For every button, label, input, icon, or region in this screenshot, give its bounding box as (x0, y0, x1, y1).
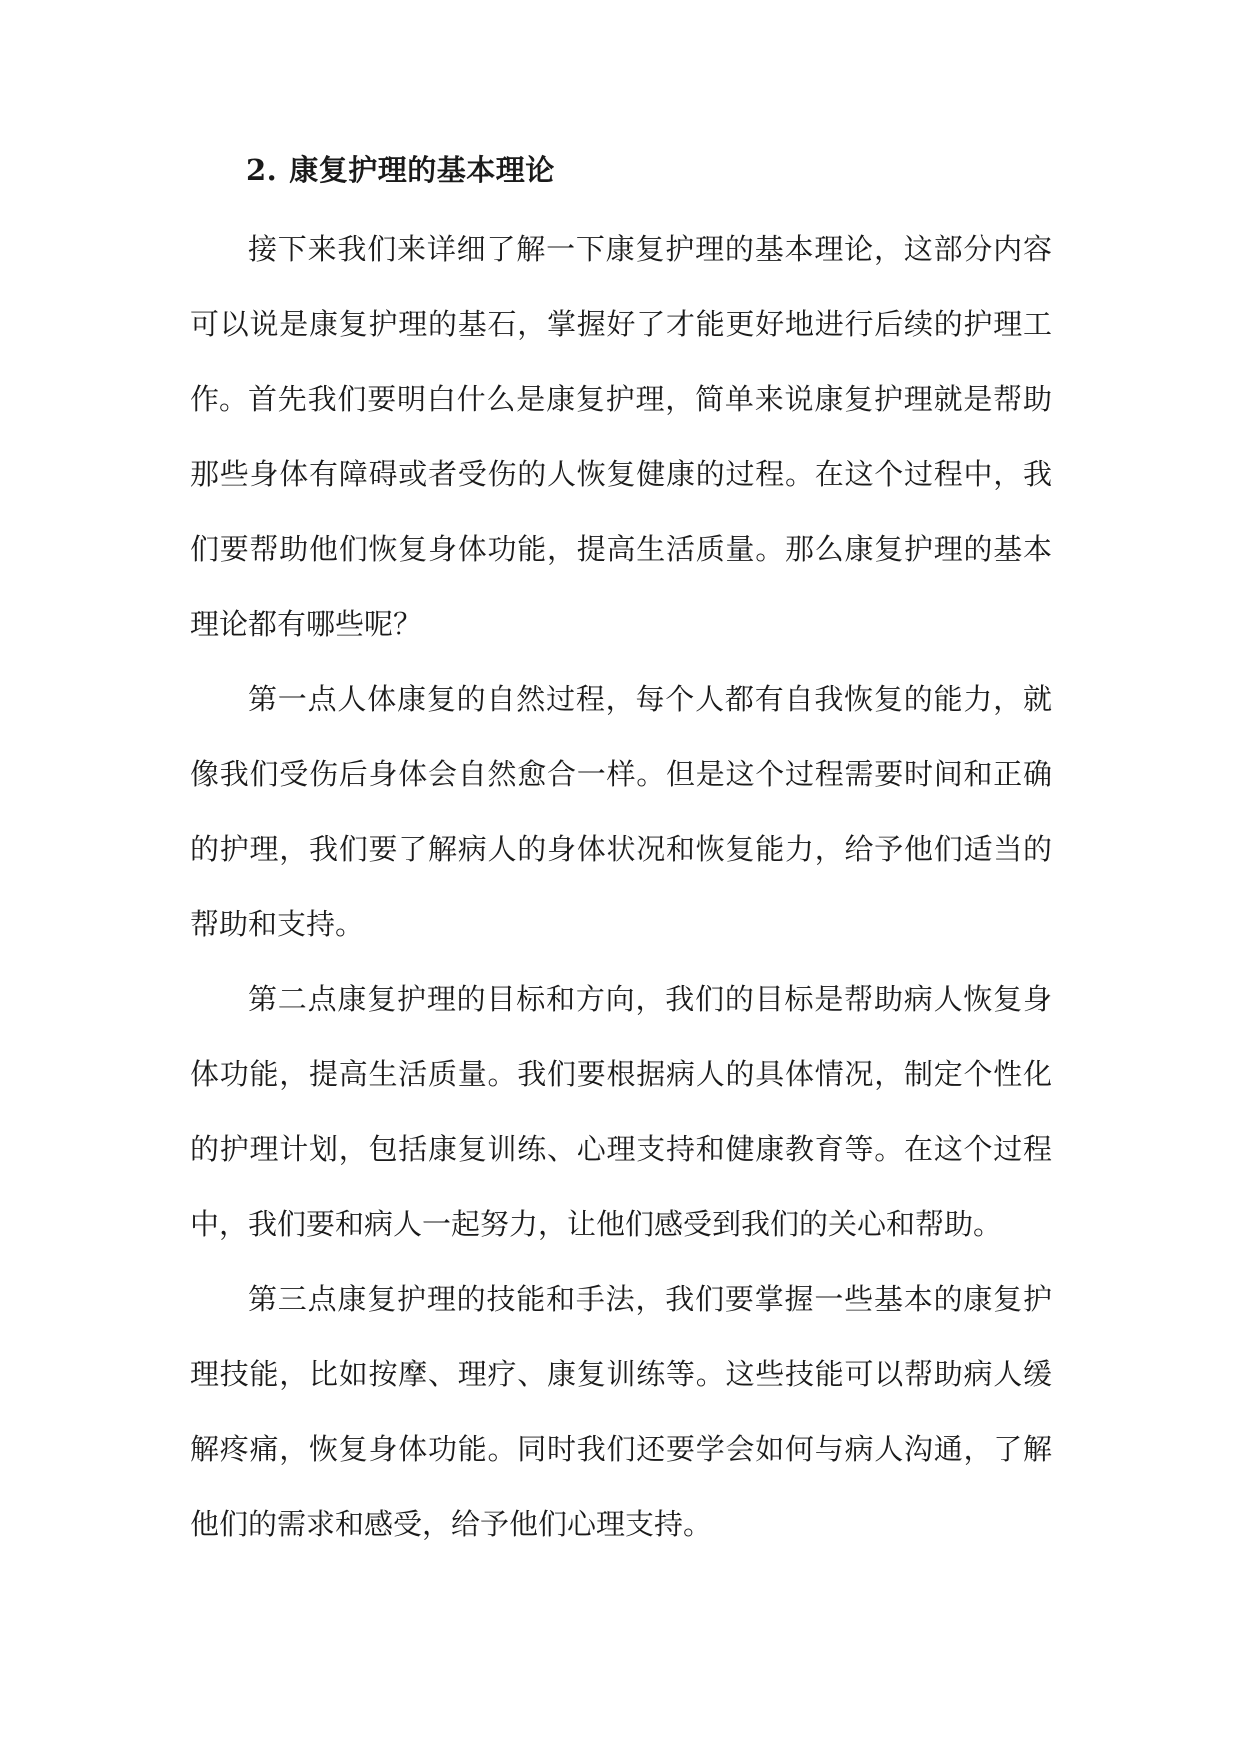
paragraph-block-5 (190, 1262, 1052, 1562)
paragraph-block-4 (190, 962, 1052, 1262)
paragraph: 第三点康复护理的技能和手法，我们要掌握一些基本的康复护理技能，比如按摩、理疗、康复训练等。这些技能可以帮助病人缓解疼痛，恢复身体功能。同时我们还要学会如何与病人沟通，了解他们的需求和感受，给予他们心理支持。 (190, 1282, 1052, 1541)
paragraph-block-3 (190, 662, 1052, 962)
paragraph: 第二点康复护理的目标和方向，我们的目标是帮助病人恢复身体功能，提高生活质量。我们要根据病人的具体情况，制定个性化的护理计划，包括康复训练、心理支持和健康教育等。在这个过程中，我们要和病人一起努力，让他们感受到我们的关心和帮助。 (190, 982, 1052, 1241)
section-title: 康复护理的基本理论 (289, 153, 555, 187)
section-heading (246, 148, 555, 192)
paragraph: 第一点人体康复的自然过程，每个人都有自我恢复的能力，就像我们受伤后身体会自然愈合一样。但是这个过程需要时间和正确的护理，我们要了解病人的身体状况和恢复能力，给予他们适当的帮助和支持。 (190, 682, 1052, 941)
paragraph: 首先我们要明白什么是康复护理，简单来说康复护理就是帮助那些身体有障碍或者受伤的人恢复健康的过程。在这个过程中，我们要帮助他们恢复身体功能，提高生活质量。那么康复护理的基本理论都有哪些呢？ (190, 382, 1052, 641)
section-number: 2. (246, 153, 278, 187)
paragraph-block-2 (190, 362, 1052, 662)
paragraph: 接下来我们来详细了解一下康复护理的基本理论，这部分内容可以说是康复护理的基石，掌握好了才能更好地进行后续的护理工作。 (190, 232, 1052, 416)
